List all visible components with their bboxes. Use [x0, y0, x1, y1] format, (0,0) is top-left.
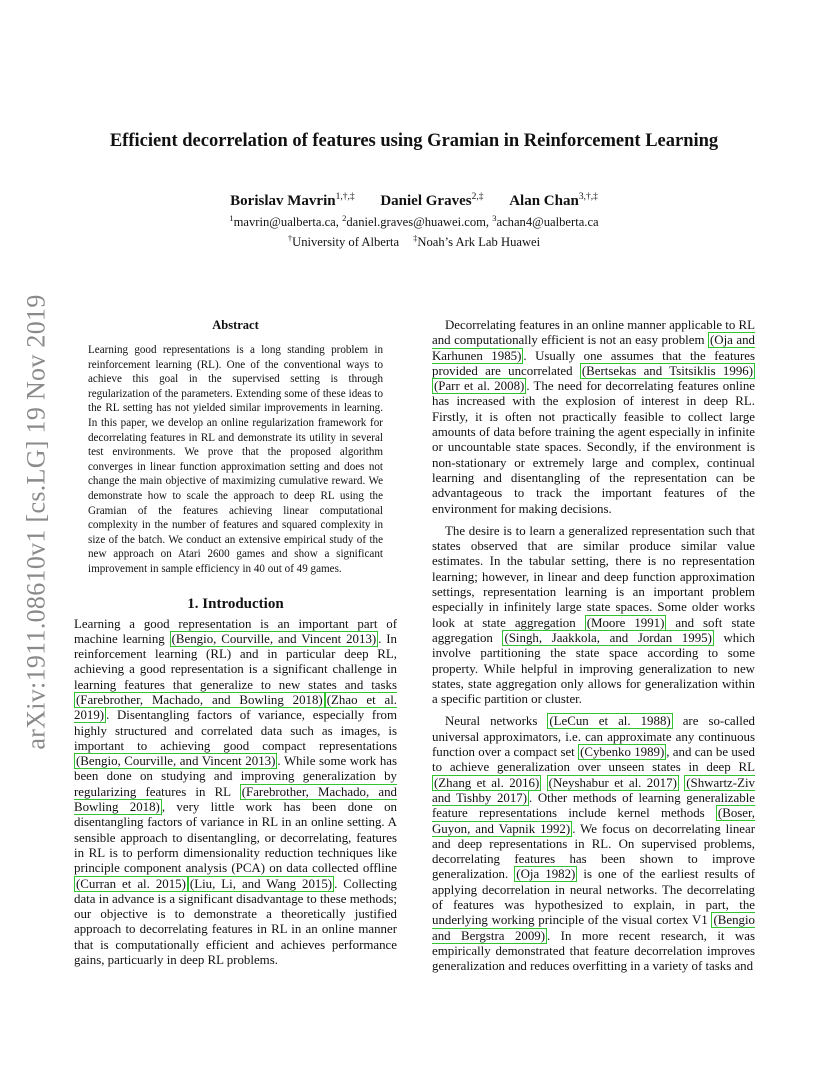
intro-paragraph-3 — [432, 524, 755, 708]
affiliation-1: University of Alberta — [292, 235, 400, 250]
author-3 — [509, 193, 598, 209]
citation-link[interactable]: (Parr et al. 2008) — [434, 379, 525, 394]
left-column — [74, 318, 397, 968]
paragraph-text: and soft state aggregation — [432, 615, 755, 645]
abstract-heading: Abstract — [212, 318, 259, 332]
introduction-heading: 1. Introduction — [187, 595, 284, 612]
intro-paragraph-2 — [432, 318, 755, 517]
email-2: daniel.graves@huawei.com, — [346, 215, 490, 230]
citation-link[interactable]: (Farebrother, Machado, and Bowling 2018) — [74, 784, 398, 815]
author-2-name: Daniel Graves — [380, 193, 472, 209]
paragraph-text: . The need for decorrelating features online has increased with the explosion of interest in deep RL. Firstly, it is often not practically feasible to collect large amounts of data before training the agent especially in infinite or uncountable state spaces. Secondly, if the environment is non-stationary or extremely large and complex, continual learning and disentangling of the representation can be advantageous to track the important features of the environment for making decisions. — [432, 379, 755, 516]
citation-link[interactable]: (Neyshabur et al. 2017) — [548, 775, 677, 790]
arxiv-identifier-stamp — [22, 282, 52, 762]
paragraph-text: . In more recent research, it was empirically demonstrated that feature decorrelation improves generalization and reduces overfitting in a variety of tasks and — [432, 928, 755, 974]
citation-link[interactable]: (Farebrother, Machado, and Bowling 2018) — [76, 692, 323, 707]
paragraph-text: , very little work has been done on disentangling factors of variance in RL in an online setting. A sensible approach to disentangling, or decorrelating, features in RL is to perform dimensionality reduction techniques like principle component analysis (PCA) on data collected offline — [74, 800, 398, 876]
affiliation-1-mark: † — [287, 233, 293, 244]
email-1-mark: 1 — [229, 213, 234, 223]
citation-link[interactable]: (Bengio, Courville, and Vincent 2013) — [76, 754, 276, 769]
email-2-mark: 2 — [342, 213, 347, 223]
paragraph-text: . Disentangling factors of variance, especially from highly structured and correlated data such as images, is important to achieving good compact representations — [74, 708, 397, 753]
paragraph-text: Learning a good representation is an important part of machine learning — [74, 616, 397, 646]
paragraph-text: . Usually one assumes that the features provided are uncorrelated — [432, 348, 755, 378]
paragraph-text: are so-called universal approximators, i.e. can approximate any continuous function over a compact set — [432, 714, 755, 760]
citation-link[interactable]: (Curran et al. 2015) — [76, 876, 186, 891]
email-3: achan4@ualberta.ca — [496, 215, 599, 230]
author-block — [70, 192, 758, 250]
paragraph-text: , and can be used to achieve generalization over unseen states in deep RL — [432, 745, 755, 775]
paragraph-text: Decorrelating features in an online manner applicable to RL and computationally efficient is not an easy problem — [432, 318, 755, 348]
citation-link[interactable]: (Bengio and Bergstra 2009) — [432, 913, 755, 943]
email-3-mark: 3 — [492, 213, 497, 223]
right-column — [432, 318, 755, 974]
author-emails — [70, 210, 758, 230]
citation-link[interactable]: (Boser, Guyon, and Vapnik 1992) — [432, 806, 755, 836]
citation-link[interactable]: (Oja and Karhunen 1985) — [432, 333, 755, 363]
paragraph-text: . We focus on decorrelating linear and deep representations in RL. On supervised problems, decorrelating features has been shown to improve generalization. — [432, 821, 755, 882]
author-2-marks: 2,‡ — [471, 192, 484, 202]
author-3-marks: 3,†,‡ — [578, 192, 598, 202]
author-1-marks: 1,†,‡ — [335, 192, 355, 202]
paragraph-text: . Collecting data in advance is a significant disadvantage to these methods; our objective is to demonstrate a theoretically justified approach to decorrelating features in RL in an online manner that is computationally efficient and achieves performance gains, particuarly in deep RL problems. — [74, 876, 397, 968]
paragraph-text: . While some work has been done on studying and improving generalization by regularizing features in RL — [74, 754, 397, 799]
citation-link[interactable]: (Shwartz-Ziv and Tishby 2017) — [432, 775, 755, 805]
author-names — [70, 192, 758, 210]
author-1-name: Borislav Mavrin — [230, 193, 336, 209]
citation-link[interactable]: (Zhao et al. 2019) — [74, 692, 398, 723]
intro-paragraph-1 — [74, 617, 397, 969]
author-3-name: Alan Chan — [509, 193, 579, 209]
paragraph-text: is one of the earliest results of applying decorrelation in neural networks. The decorrelating of features was hypothesized to explain, in part, the underlying working principle of the visual cortex V1 — [432, 867, 756, 928]
paragraph-text: which involve partitioning the state space according to some property. While helpful in improving generalization to new states, state aggregation only allows for generalization within a specific partition or cluster. — [432, 630, 756, 707]
arxiv-id: arXiv:1911.08610v1 [cs.LG] 19 Nov 2019 — [22, 294, 51, 750]
citation-link[interactable]: (Singh, Jaakkola, and Jordan 1995) — [504, 630, 712, 645]
author-1 — [230, 193, 354, 209]
citation-link[interactable]: (Moore 1991) — [586, 615, 665, 630]
citation-link[interactable]: (Bertsekas and Tsitsiklis 1996) — [581, 363, 753, 378]
citation-link[interactable]: (Oja 1982) — [516, 867, 576, 882]
paper-title: Efficient decorrelation of features using Gramian in Reinforcement Learning — [109, 131, 719, 151]
citation-link[interactable]: (Liu, Li, and Wang 2015) — [189, 876, 333, 891]
intro-paragraph-4 — [432, 714, 755, 974]
citation-link[interactable]: (Cybenko 1989) — [580, 745, 665, 760]
citation-link[interactable]: (LeCun et al. 1988) — [549, 714, 671, 729]
citation-link[interactable]: (Zhang et al. 2016) — [434, 775, 540, 790]
affiliation-2: Noah’s Ark Lab Huawei — [417, 235, 541, 250]
paragraph-text: . In reinforcement learning (RL) and in particular deep RL, achieving a good representation is a significant challenge in learning features that generalize to new states and tasks — [74, 631, 398, 692]
abstract-text: Learning good representations is a long standing problem in reinforcement learning (RL). One of the conventional ways to achieve this goal in the supervised setting is through regularization of the parameters. Extending some of these ideas to the RL setting has not yielded similar improvements in learning. In this paper, we develop an online regularization framework for decorrelating features in RL and demonstrate its utility in several test environments. We prove that the proposed algorithm converges in linear function approximation setting and does not change the main objective of maximizing cumulative reward. We demonstrate how to scale the approach to deep RL using the Gramian of the features achieving linear computational complexity in the number of features and squared complexity in size of the batch. We conduct an extensive empirical study of the new approach on Atari 2600 games and show a significant improvement in sample efficiency in 40 out of 49 games. — [88, 344, 383, 575]
author-2 — [380, 193, 483, 209]
paragraph-text: The desire is to learn a generalized representation such that states observed that are similar produce similar value estimates. In the tabular setting, there is no representation learning; however, in linear and deep function approximation settings, representation learning is an important problem especially in infinitely large state spaces. Some older works look at state aggregation — [432, 523, 755, 630]
email-1: mavrin@ualberta.ca, — [233, 215, 339, 230]
author-affiliations — [70, 230, 758, 250]
affiliation-2-mark: ‡ — [413, 233, 418, 244]
citation-link[interactable]: (Bengio, Courville, and Vincent 2013) — [171, 631, 377, 646]
paragraph-text: . Other methods of learning generalizable feature representations include kernel methods — [432, 790, 755, 821]
paragraph-text: Neural networks — [445, 714, 548, 729]
paragraph-text — [541, 776, 546, 790]
